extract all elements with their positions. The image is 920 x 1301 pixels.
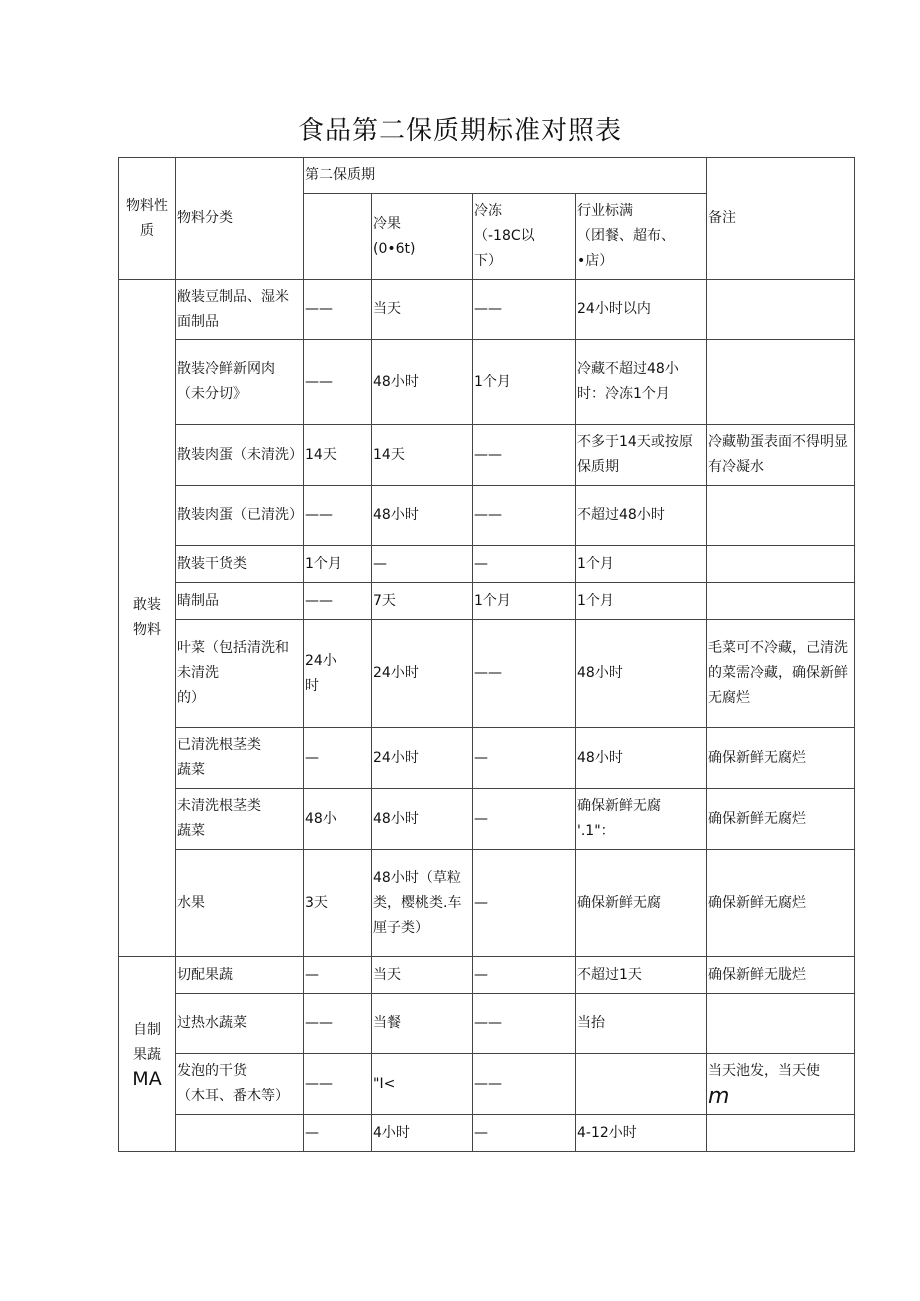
cell-chilled: 当餐 bbox=[372, 994, 473, 1054]
cell-industry: 24小时以内 bbox=[576, 280, 707, 340]
cell-normal: 48小 bbox=[304, 789, 372, 850]
cell-industry: 当抬 bbox=[576, 994, 707, 1054]
cell-frozen: —— bbox=[473, 620, 576, 728]
cell-frozen: 1个月 bbox=[473, 583, 576, 620]
cell-chilled: — bbox=[372, 546, 473, 583]
cell-note bbox=[707, 546, 855, 583]
cell-industry: 48小时 bbox=[576, 728, 707, 789]
cell-frozen: — bbox=[473, 957, 576, 994]
cell-frozen: — bbox=[473, 546, 576, 583]
header-blank bbox=[304, 194, 372, 280]
cell-normal: —— bbox=[304, 994, 372, 1054]
cell-normal: —— bbox=[304, 340, 372, 425]
table-row bbox=[119, 1115, 855, 1152]
cell-industry: 48小时 bbox=[576, 620, 707, 728]
cell-note: 冷藏勒蛋表面不得明显有冷凝水 bbox=[707, 425, 855, 486]
cell-chilled: 当天 bbox=[372, 280, 473, 340]
header-note: 备注 bbox=[707, 158, 855, 280]
header-category: 物料分类 bbox=[176, 158, 304, 280]
cell-industry: 不超过1天 bbox=[576, 957, 707, 994]
group-label-text: 自制 果蔬 bbox=[133, 1022, 161, 1063]
cell-category: 未清洗根茎类 蔬菜 bbox=[176, 789, 304, 850]
cell-category: 散装肉蛋（已清洗） bbox=[176, 486, 304, 546]
table-row bbox=[119, 280, 855, 340]
cell-industry: 1个月 bbox=[576, 546, 707, 583]
cell-normal: 24小 时 bbox=[304, 620, 372, 728]
cell-category: 叶菜（包括清洗和未清洗 的） bbox=[176, 620, 304, 728]
header-chilled: 冷果 (0•6t) bbox=[372, 194, 473, 280]
header-nature: 物料性质 bbox=[119, 158, 176, 280]
cell-chilled: 24小时 bbox=[372, 620, 473, 728]
header-second-shelf-life: 第二保质期 bbox=[304, 158, 707, 194]
cell-frozen: —— bbox=[473, 486, 576, 546]
cell-note bbox=[707, 583, 855, 620]
cell-normal: —— bbox=[304, 486, 372, 546]
cell-normal: 3天 bbox=[304, 850, 372, 957]
cell-note: 确保新鲜无腐烂 bbox=[707, 728, 855, 789]
cell-normal: — bbox=[304, 728, 372, 789]
cell-note bbox=[707, 280, 855, 340]
cell-category: 已清洗根茎类 蔬菜 bbox=[176, 728, 304, 789]
cell-chilled: 48小时 bbox=[372, 486, 473, 546]
cell-note bbox=[707, 994, 855, 1054]
cell-normal: — bbox=[304, 1115, 372, 1152]
header-frozen: 冷冻 （-18C以 下） bbox=[473, 194, 576, 280]
cell-category: 过热水蔬菜 bbox=[176, 994, 304, 1054]
cell-normal: 14天 bbox=[304, 425, 372, 486]
header-industry: 行业标满 （团餐、超布、 •店） bbox=[576, 194, 707, 280]
cell-note: 确保新鲜无腐烂 bbox=[707, 850, 855, 957]
cell-category: 发泡的干货 （木耳、番木等） bbox=[176, 1054, 304, 1115]
cell-normal: —— bbox=[304, 1054, 372, 1115]
table-row bbox=[119, 850, 855, 957]
cell-category: 敝装豆制品、湿米面制品 bbox=[176, 280, 304, 340]
cell-chilled: 当天 bbox=[372, 957, 473, 994]
cell-chilled: 24小时 bbox=[372, 728, 473, 789]
cell-chilled: 48小时 bbox=[372, 789, 473, 850]
table-row bbox=[119, 957, 855, 994]
cell-note bbox=[707, 340, 855, 425]
shelf-life-table bbox=[118, 157, 855, 1152]
cell-chilled: 48小时（草粒类，樱桃类.车厘子类） bbox=[372, 850, 473, 957]
cell-frozen: — bbox=[473, 850, 576, 957]
cell-category: 水果 bbox=[176, 850, 304, 957]
cell-category: 散装冷鲜新网肉（未分切》 bbox=[176, 340, 304, 425]
table-row bbox=[119, 486, 855, 546]
table-row bbox=[119, 728, 855, 789]
cell-frozen: —— bbox=[473, 280, 576, 340]
cell-chilled: 7天 bbox=[372, 583, 473, 620]
cell-category: 切配果蔬 bbox=[176, 957, 304, 994]
cell-frozen: —— bbox=[473, 425, 576, 486]
cell-industry: 1个月 bbox=[576, 583, 707, 620]
cell-frozen: —— bbox=[473, 994, 576, 1054]
cell-category: 散装肉蛋（未清洗） bbox=[176, 425, 304, 486]
cell-industry bbox=[576, 1054, 707, 1115]
group-label-mark: MA bbox=[132, 1068, 162, 1090]
group-label: 敢装 物料 bbox=[119, 280, 176, 957]
cell-category: 散装干货类 bbox=[176, 546, 304, 583]
cell-frozen: — bbox=[473, 728, 576, 789]
cell-industry: 确保新鲜无腐 '.1"： bbox=[576, 789, 707, 850]
cell-frozen: — bbox=[473, 1115, 576, 1152]
table-row bbox=[119, 789, 855, 850]
cell-industry: 不多于14天或按原保质期 bbox=[576, 425, 707, 486]
page-title: 食品第二保质期标准对照表 bbox=[297, 116, 622, 146]
note-mark: m bbox=[708, 1084, 730, 1109]
cell-note: 确保新鲜无胧烂 bbox=[707, 957, 855, 994]
cell-industry: 不超过48小时 bbox=[576, 486, 707, 546]
table-row bbox=[119, 620, 855, 728]
table-row bbox=[119, 425, 855, 486]
cell-note bbox=[707, 486, 855, 546]
cell-category bbox=[176, 1115, 304, 1152]
table-row bbox=[119, 994, 855, 1054]
cell-chilled: 48小时 bbox=[372, 340, 473, 425]
table-row bbox=[119, 340, 855, 425]
cell-industry: 4-12小时 bbox=[576, 1115, 707, 1152]
cell-frozen: 1个月 bbox=[473, 340, 576, 425]
table-row bbox=[119, 546, 855, 583]
cell-frozen: — bbox=[473, 789, 576, 850]
cell-chilled: 14天 bbox=[372, 425, 473, 486]
cell-chilled: "I< bbox=[372, 1054, 473, 1115]
cell-industry: 确保新鲜无腐 bbox=[576, 850, 707, 957]
group-label bbox=[119, 957, 176, 1152]
cell-normal: — bbox=[304, 957, 372, 994]
cell-note bbox=[707, 1115, 855, 1152]
table-row bbox=[119, 1054, 855, 1115]
cell-normal: 1个月 bbox=[304, 546, 372, 583]
cell-frozen: —— bbox=[473, 1054, 576, 1115]
cell-note: 确保新鲜无腐烂 bbox=[707, 789, 855, 850]
cell-chilled: 4小时 bbox=[372, 1115, 473, 1152]
table-body bbox=[119, 280, 855, 1152]
cell-category: 睛制品 bbox=[176, 583, 304, 620]
cell-normal: —— bbox=[304, 583, 372, 620]
cell-industry: 冷藏不超过48小时：冷冻1个月 bbox=[576, 340, 707, 425]
cell-note: 毛菜可不冷藏，己清洗的菜需冷藏，确保新鲜无腐烂 bbox=[707, 620, 855, 728]
cell-normal: —— bbox=[304, 280, 372, 340]
cell-note: 当天池发，当天使 m bbox=[707, 1054, 855, 1115]
table-row bbox=[119, 583, 855, 620]
